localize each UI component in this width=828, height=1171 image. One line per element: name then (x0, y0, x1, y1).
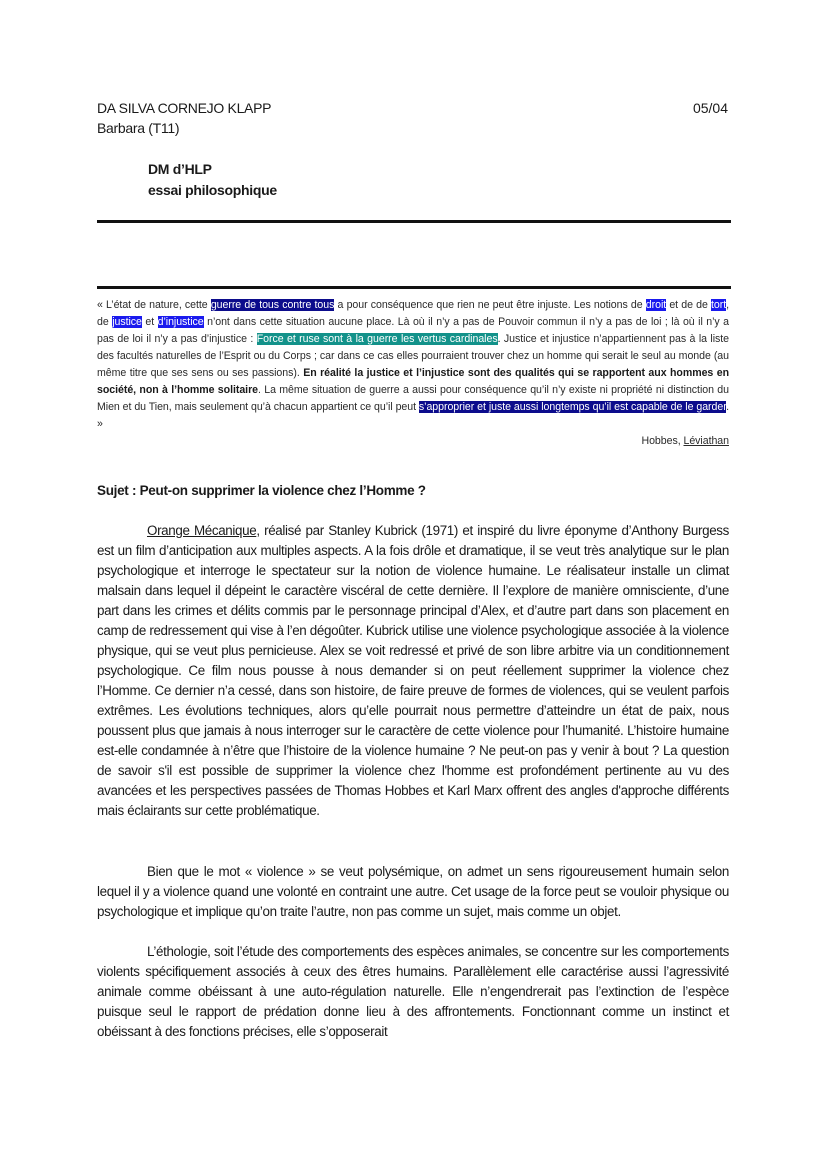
author-lastname: DA SILVA CORNEJO KLAPP (97, 100, 272, 116)
document-title: DM d’HLP (148, 161, 212, 177)
paragraph-text: Bien que le mot « violence » se veut polysémique, on admet un sens rigoureusement humain selon lequel il y a violence quand une volonté en contraint une autre. Cet usage de la force peut se vouloir physique ou psychologique et implique qu’on traite l’autre, non pas comme un sujet, mais comme un objet. (97, 864, 729, 919)
highlight-injustice: d’injustice (157, 316, 204, 328)
horizontal-rule-quote (97, 286, 731, 289)
highlight-tort: tort (711, 299, 727, 311)
document-subtitle: essai philosophique (148, 182, 277, 198)
horizontal-rule-top (97, 220, 731, 223)
quote-bold-text: En réalité la justice et l’injustice sont des qualités qui se rapportent aux hommes en société, non à l’homme solitaire (97, 367, 729, 396)
highlight-force-ruse: Force et ruse sont à la guerre les vertus cardinales (256, 333, 498, 345)
paragraph-text: , réalisé par Stanley Kubrick (1971) et inspiré du livre éponyme d’Anthony Burgess est un film d’anticipation aux multiples aspects. A la fois drôle et dramatique, il se veut très analytique sur le plan psychologique et interroge le spectateur sur la notion de violence humaine. Le réalisateur installe un climat malsain dans lequel il dépeint le caractère viscéral de cette dernière. Il l’explore de manière omnisciente, d’une part dans les crimes et délits commis par le personnage principal d’Alex, et d’autre part dans son placement en camp de redressement qui vise à l’en dégoûter. Kubrick utilise une violence psychologique associée à la violence physique, qui se veut plus pernicieuse. Alex se voit redressé et privé de son libre arbitre via un conditionnement psychologique. Ce film nous pousse à nous demander si on peut réellement supprimer la violence chez l’Homme. Ce dernier n’a cessé, dans son histoire, de faire preuve de formes de violences, qui se veulent parfois extrêmes. Les évolutions techniques, alors qu’elle pourrait nous permettre d’atteindre un état de paix, nous poussent plus que jamais à nous interroger sur le caractère de cette violence pour l’humanité. L’histoire humaine est-elle condamnée à n’être que l’histoire de la violence humaine ? Ne peut-on pas y venir à bout ? La question de savoir s'il est possible de supprimer la violence chez l'homme est profondément pertinente au vu des avancées et les perspectives passées de Thomas Hobbes et Karl Marx offrent des angles d'approche différents mais éclairants sur cette problématique. (97, 523, 729, 818)
quote-attribution (97, 433, 729, 450)
attribution-author: Hobbes, (641, 435, 684, 447)
paragraph-definition (97, 862, 729, 922)
author-firstname: Barbara (T11) (97, 120, 180, 136)
author-block (97, 98, 271, 138)
quote-text: et (141, 316, 158, 328)
quote-text: « L’état de nature, cette (97, 299, 211, 311)
quote-text: , de (97, 299, 730, 328)
paragraph-intro (97, 521, 729, 821)
quote-text: n’ont dans cette situation aucune place. Là où il n’y a pas de Pouvoir commun il n’y a pas de loi ; là où il n’y a pas de loi il n’y a pas d’injustice : (97, 316, 729, 345)
document-date: 05/04 (692, 100, 728, 116)
essay-subject: Sujet : Peut-on supprimer la violence chez l’Homme ? (97, 483, 426, 498)
film-title: Orange Mécanique (147, 523, 257, 538)
quote-text: . » (97, 401, 729, 430)
quote-text: . La même situation de guerre a aussi pour conséquence qu’il n’y existe ni propriété ni distinction du Mien et du Tien, mais seulement qu’à chacun appartient ce qu’il peut (97, 384, 729, 413)
highlight-droit: droit (645, 299, 667, 311)
document-title-block (148, 159, 277, 201)
paragraph-text: L’éthologie, soit l’étude des comportements des espèces animales, se concentre sur les comportements violents spécifiquement associés à ceux des êtres humains. Parallèlement elle caractérise aussi l’agressivité animale comme obéissant à une auto-régulation naturelle. Elle n’engendrerait pas l’extinction de l’espèce puisque seul le rapport de prédation donne lieu à des affrontements. Fonctionnant comme un instinct et obéissant à des fonctions précises, elle s’opposerait (97, 944, 729, 1039)
quote-text: . Justice et injustice n’appartiennent pas à la liste des facultés naturelles de l’Esprit ou du Corps ; car dans ce cas elles pourraient trouver chez un homme qui serait le seul au monde (au même titre que ses sens ou ses passions). (97, 333, 730, 379)
attribution-work: Léviathan (683, 435, 729, 447)
hobbes-quote (97, 297, 729, 450)
highlight-justice: justice (112, 316, 142, 328)
quote-text: a pour conséquence que rien ne peut être injuste. Les notions de (334, 299, 646, 311)
highlight-guerre: guerre de tous contre tous (210, 299, 335, 311)
quote-text: et de de (666, 299, 711, 311)
paragraph-ethology (97, 942, 729, 1042)
highlight-approprier: s’approprier et juste aussi longtemps qu’il est capable de le garder (418, 401, 727, 413)
